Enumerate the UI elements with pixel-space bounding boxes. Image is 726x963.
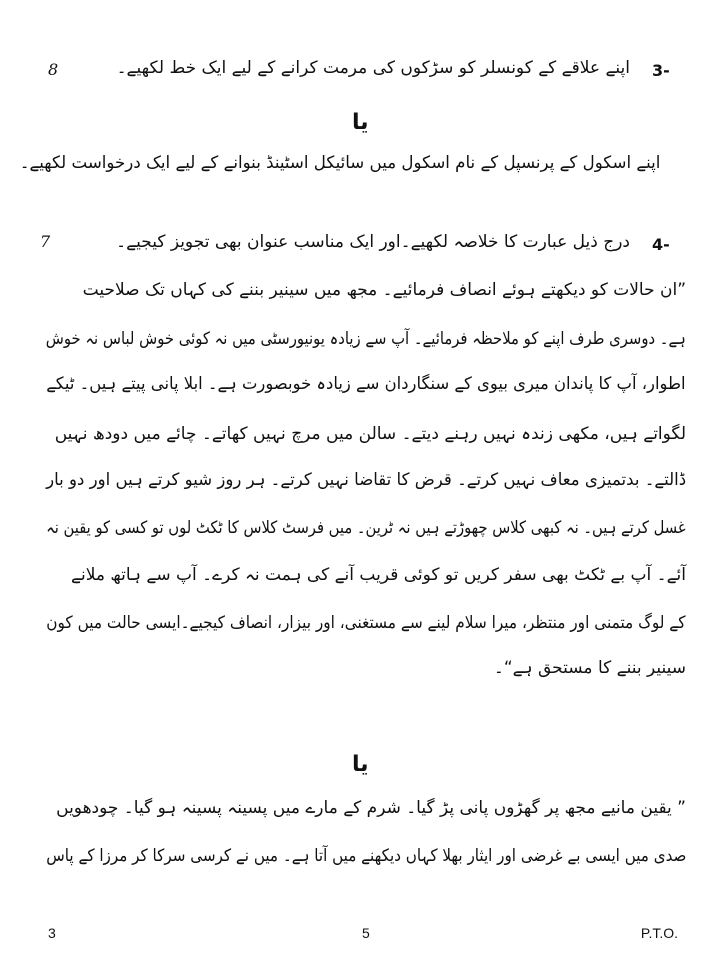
page-number: 5 (362, 925, 370, 941)
passage-line: ڈالتے۔ بدتمیزی معاف نہیں کرتے۔ قرض کا تقاضا نہیں کرتے۔ ہر روز شیو کرتے ہیں اور دو بار (45, 470, 686, 490)
passage-line: لگواتے ہیں، مکھی زندہ نہیں رہنے دیتے۔ سالن میں مرچ نہیں کھاتے۔ چائے میں دودھ نہیں (54, 424, 686, 444)
q3-prompt: اپنے علاقے کے کونسلر کو سڑکوں کی مرمت کرانے کے لیے ایک خط لکھیے۔ (116, 58, 630, 78)
pto-label: P.T.O. (640, 925, 678, 941)
passage-line: سینیر بننے کا مستحق ہے“۔ (493, 658, 686, 678)
q3-number: 3- (652, 61, 670, 80)
passage-line: کے لوگ متمنی اور منتظر، میرا سلام لینے سے مستغنی، اور بیزار، انصاف کیجیے۔ایسی حالت میں کون (46, 613, 686, 633)
passage-line: ہے۔ دوسری طرف اپنے کو ملاحظہ فرمائیے۔ آپ سے زیادہ یونیورسٹی میں نہ کوئی خوش لباس نہ خوش (45, 329, 686, 349)
passage-line: آئے۔ آپ بے ٹکٹ بھی سفر کریں تو کوئی قریب آنے کی ہمت نہ کرے۔ آپ سے ہاتھ ملانے (71, 565, 686, 585)
q3-alternative-prompt: اپنے اسکول کے پرنسپل کے نام اسکول میں سائیکل اسٹینڈ بنوانے کے لیے ایک درخواست لکھیے۔ (19, 153, 660, 173)
q3-or-divider: یا (352, 110, 369, 135)
alternative-passage-line: صدی میں ایسی بے غرضی اور ایثار بھلا کہاں دیکھنے میں آتا ہے۔ میں نے کرسی سرکا کر مرزا کے پاس (45, 846, 686, 866)
alternative-passage-line: ” یقین مانیے مجھ پر گھڑوں پانی پڑ گیا۔ شرم کے مارے میں پسینہ پسینہ ہو گیا۔ چودھویں (56, 798, 686, 818)
q4-number: 4- (652, 235, 670, 254)
q3-marks: 8 (48, 60, 59, 79)
passage-line: ”ان حالات کو دیکھتے ہوئے انصاف فرمائیے۔ مجھ میں سینیر بننے کی کہاں تک صلاحیت (82, 280, 686, 300)
footer-code: 3 (48, 925, 56, 941)
passage-line: اطوار، آپ کا پاندان میری بیوی کے سنگاردان سے زیادہ خوبصورت ہے۔ ابلا پانی پیتے ہیں۔ ٹیکے (46, 374, 686, 394)
q4-marks: 7 (40, 232, 51, 251)
passage-line: غسل کرتے ہیں۔ نہ کبھی کلاس چھوڑتے ہیں نہ ٹرین۔ میں فرسٹ کلاس کا ٹکٹ لوں تو کسی کو یقین نہ (46, 518, 686, 538)
q4-or-divider: یا (352, 752, 369, 777)
q4-prompt: درج ذیل عبارت کا خلاصہ لکھیے۔اور ایک مناسب عنوان بھی تجویز کیجیے۔ (116, 232, 630, 252)
